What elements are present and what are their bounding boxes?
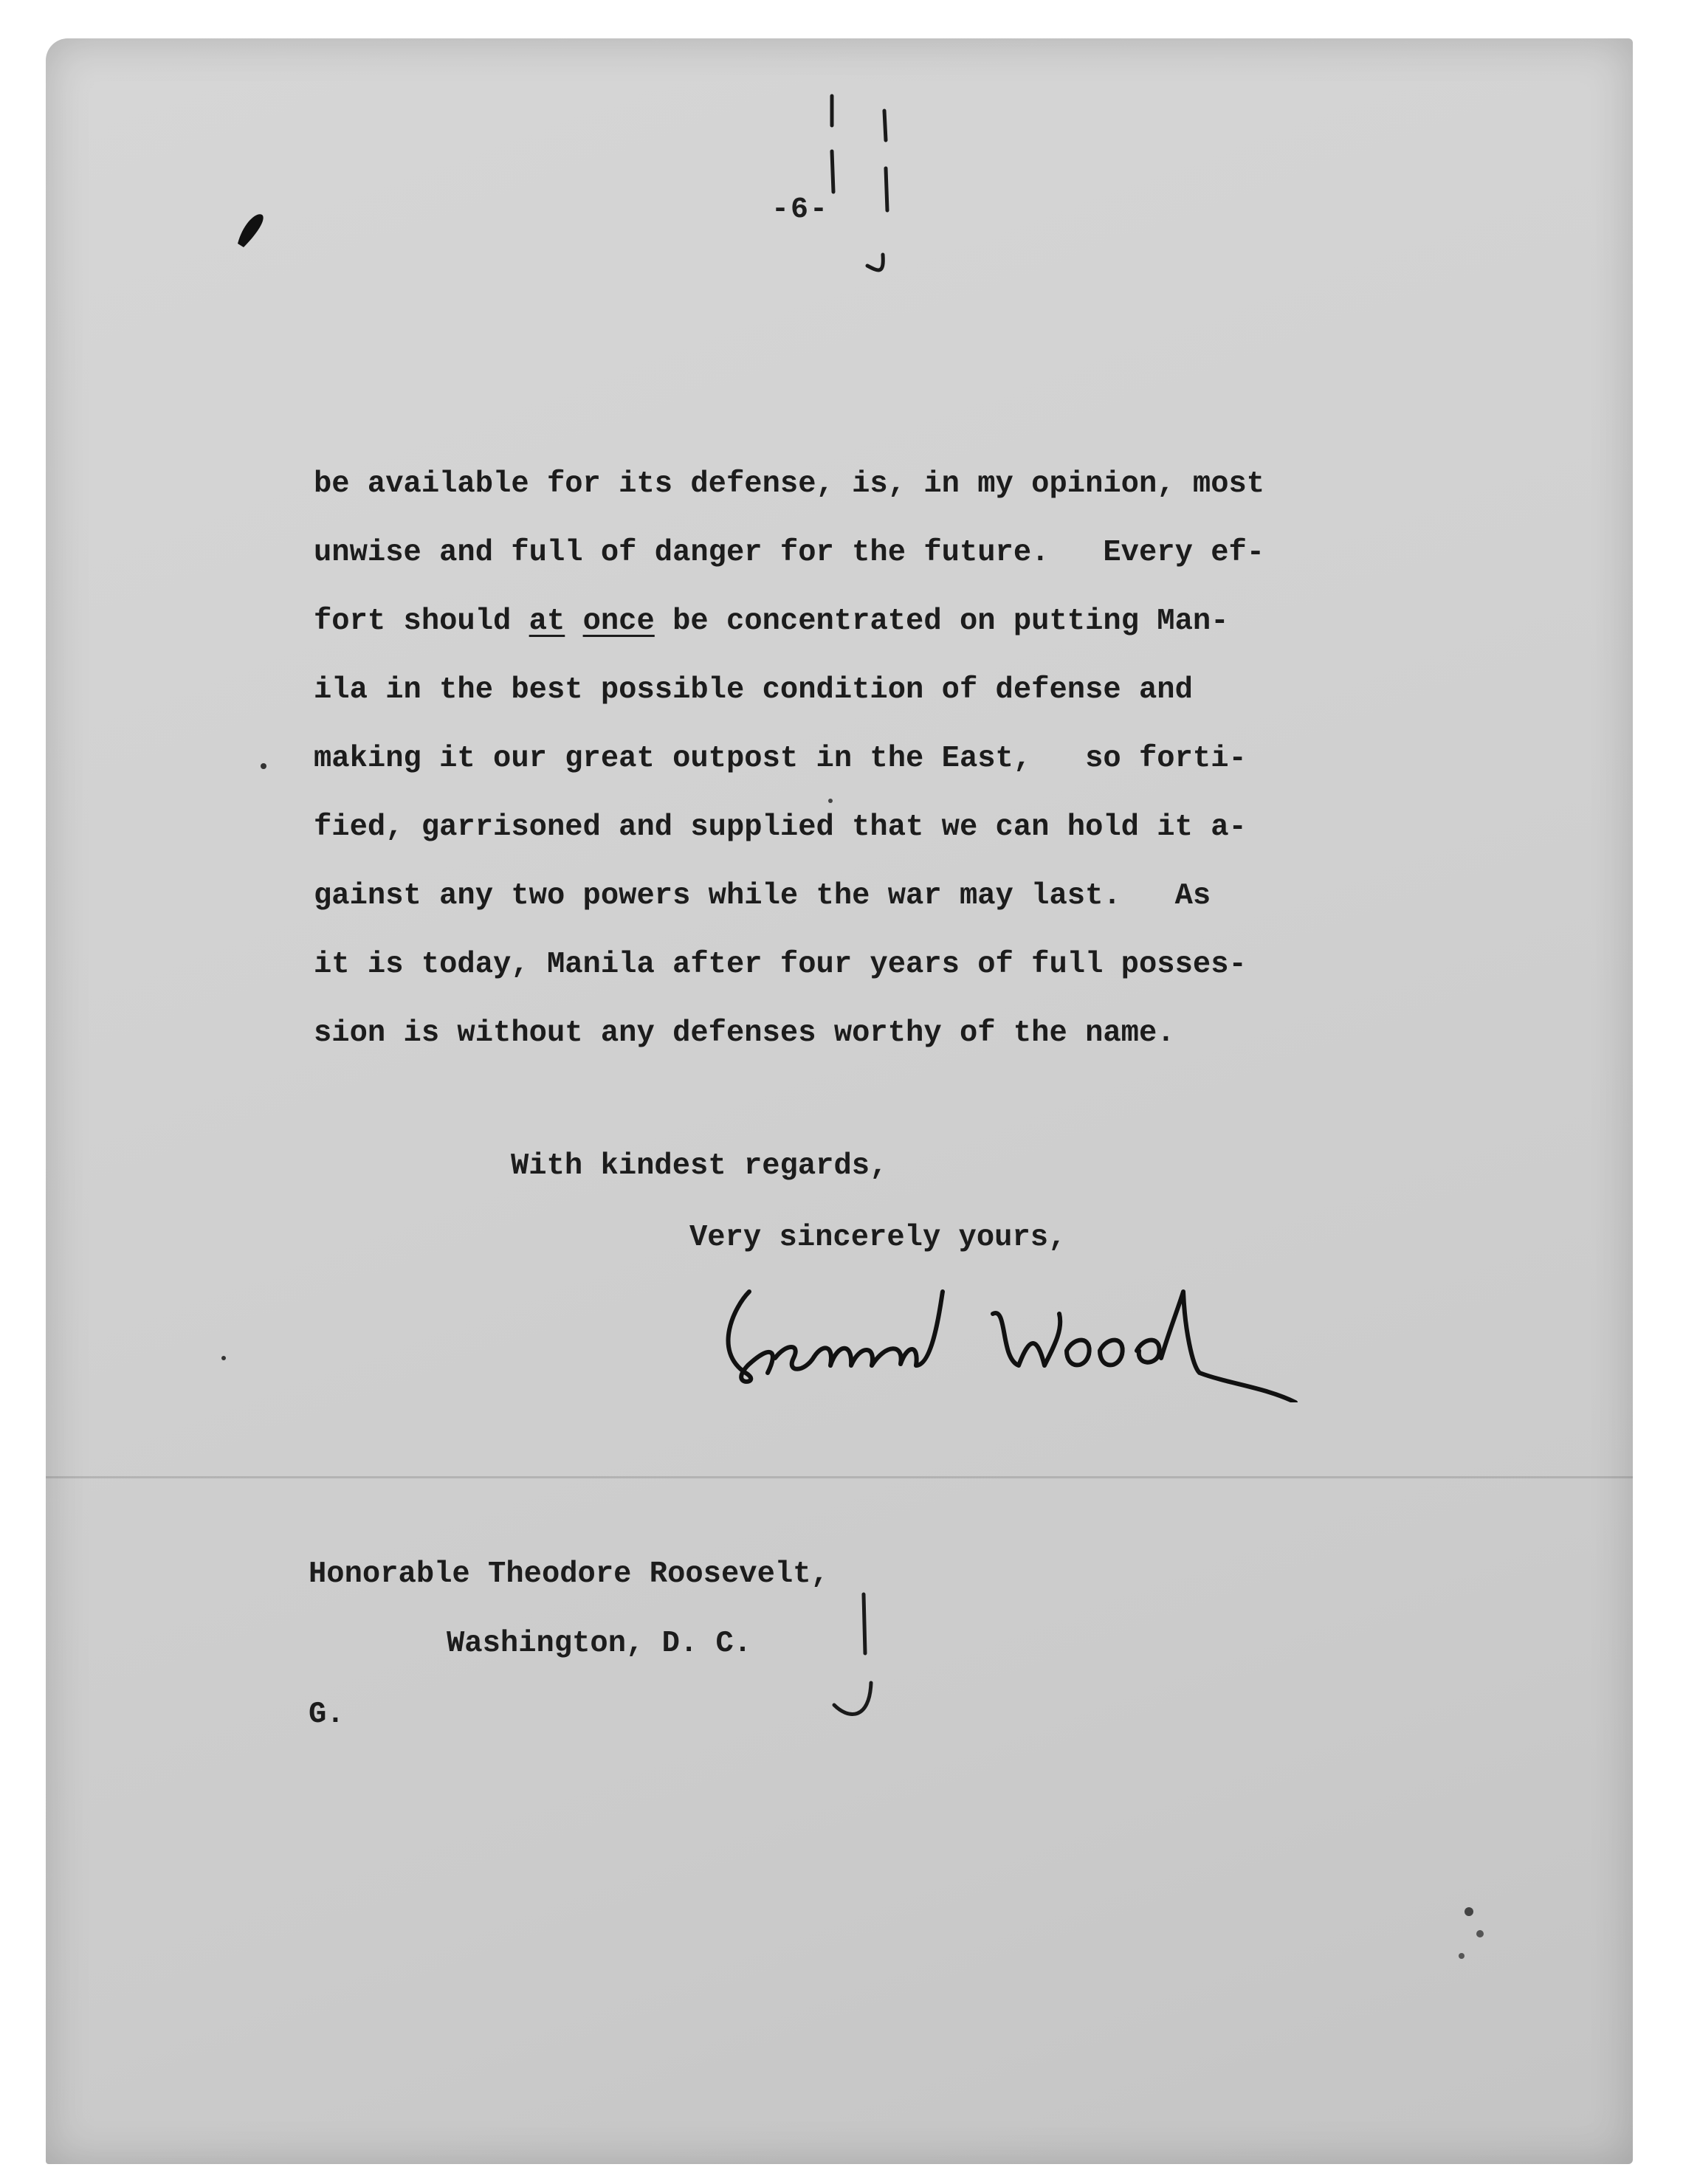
closing-line: With kindest regards, — [511, 1149, 888, 1183]
body-text-segment: be available for its defense, is, in my opinion, most — [314, 467, 1265, 501]
body-line — [314, 588, 1465, 656]
body-text-segment: making it our great outpost in the East, so forti- — [314, 742, 1247, 776]
body-line — [314, 519, 1465, 588]
handwritten-signature — [683, 1262, 1347, 1402]
body-text-segment: fied, garrisoned and supplied that we can hold it a- — [314, 810, 1247, 844]
body-line — [314, 931, 1465, 999]
body-line — [314, 656, 1465, 725]
body-text-segment: it is today, Manila after four years of full posses- — [314, 948, 1247, 982]
body-text-segment: unwise and full of danger for the future. Every ef- — [314, 536, 1265, 570]
body-line — [314, 725, 1465, 793]
body-line — [314, 999, 1465, 1068]
body-text-segment: fort should — [314, 604, 529, 638]
typist-initial: G. — [309, 1698, 345, 1732]
underlined-text: once — [582, 604, 655, 638]
valediction-line: Very sincerely yours, — [689, 1221, 1067, 1255]
body-line — [314, 793, 1465, 862]
body-text-segment: be concentrated on putting Man- — [654, 604, 1229, 638]
letter-body — [314, 450, 1465, 1068]
body-text-segment — [565, 604, 582, 638]
body-line — [314, 450, 1465, 519]
body-text-segment: sion is without any defenses worthy of the name. — [314, 1016, 1175, 1050]
underlined-text: at — [529, 604, 565, 638]
body-text-segment: ila in the best possible condition of defense and — [314, 673, 1193, 707]
body-text-segment: gainst any two powers while the war may last. As — [314, 879, 1211, 913]
recipient-name: Honorable Theodore Roosevelt, — [309, 1557, 829, 1591]
body-line — [314, 862, 1465, 931]
letter-page — [46, 38, 1633, 2164]
recipient-address: Washington, D. C. — [447, 1627, 752, 1661]
page-number: -6- — [771, 193, 830, 227]
